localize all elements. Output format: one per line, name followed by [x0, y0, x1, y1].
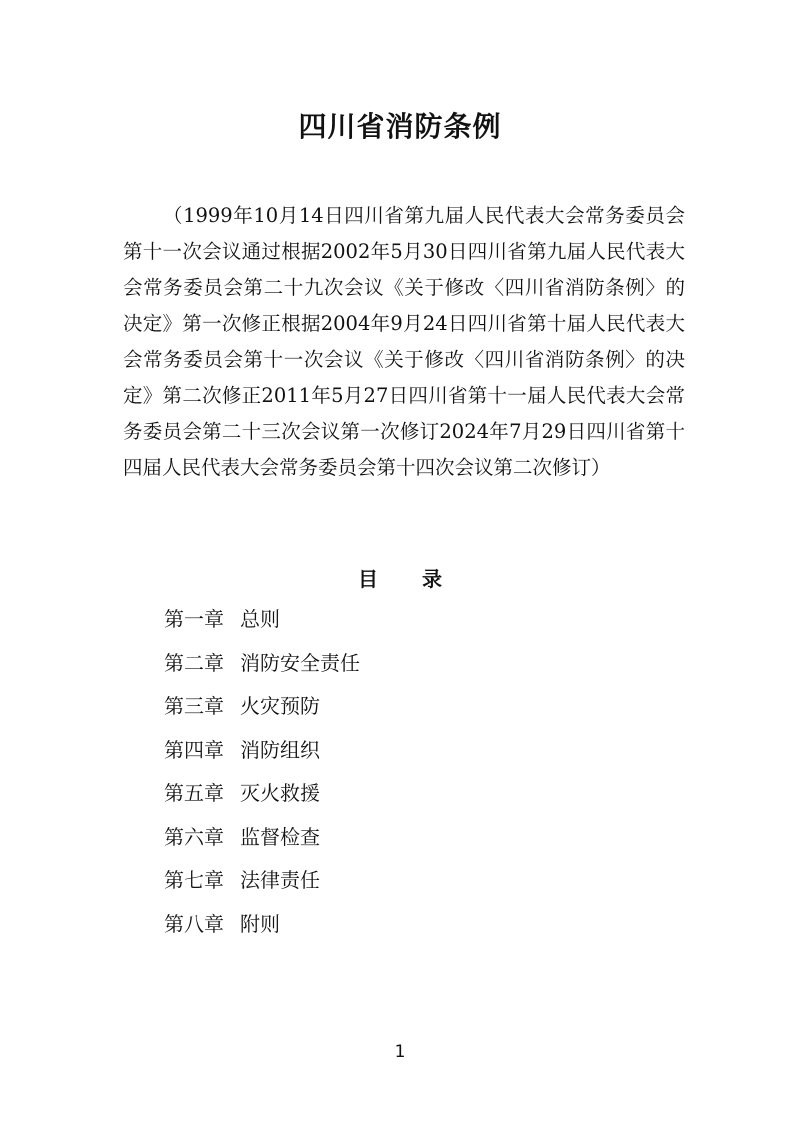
toc-chapter-title: 法律责任 [240, 868, 320, 892]
table-of-contents [164, 604, 360, 952]
toc-item [164, 735, 360, 779]
toc-item [164, 865, 360, 909]
toc-chapter-title: 附则 [240, 911, 280, 936]
toc-chapter-title: 总则 [240, 607, 280, 631]
toc-chapter-title: 火灾预防 [240, 694, 320, 718]
toc-chapter-number: 第八章 [164, 911, 224, 936]
toc-heading-char-1: 目 [358, 567, 378, 591]
toc-item [164, 909, 360, 953]
page-number: 1 [394, 1042, 406, 1062]
toc-chapter-number: 第三章 [164, 694, 224, 718]
toc-item [164, 604, 360, 648]
legislative-history-preamble: （1999年10月14日四川省第九届人民代表大会常务委员会第十一次会议通过根据2002年5月30日四川省第九届人民代表大会常务委员会第二十九次会议《关于修改〈四川省消防条例〉的决定》第一次修正根据2004年9月24日四川省第十届人民代表大会常务委员会第十一次会议《关于修改〈四川省消防条例〉的决定》第二次修正2011年5月27日四川省第十一届人民代表大会常务委员会第二十三次会议第一次修订2024年7月29日四川省第十四届人民代表大会常务委员会第十四次会议第二次修订） [123, 204, 685, 479]
toc-chapter-number: 第二章 [164, 650, 224, 675]
toc-item [164, 691, 360, 735]
toc-chapter-number: 第六章 [164, 824, 224, 849]
toc-chapter-number: 第四章 [164, 737, 224, 762]
toc-chapter-number: 第七章 [164, 868, 224, 892]
toc-chapter-title: 监督检查 [240, 824, 320, 849]
document-title: 四川省消防条例 [298, 110, 502, 143]
toc-chapter-title: 消防组织 [240, 737, 320, 762]
toc-chapter-number: 第一章 [164, 607, 224, 631]
toc-heading-char-2: 录 [422, 567, 442, 591]
table-of-contents-heading [0, 563, 800, 592]
toc-chapter-number: 第五章 [164, 781, 224, 805]
toc-item [164, 778, 360, 822]
toc-chapter-title: 灭火救援 [240, 781, 320, 805]
toc-item [164, 648, 360, 692]
toc-chapter-title: 消防安全责任 [240, 650, 360, 675]
toc-item [164, 822, 360, 866]
